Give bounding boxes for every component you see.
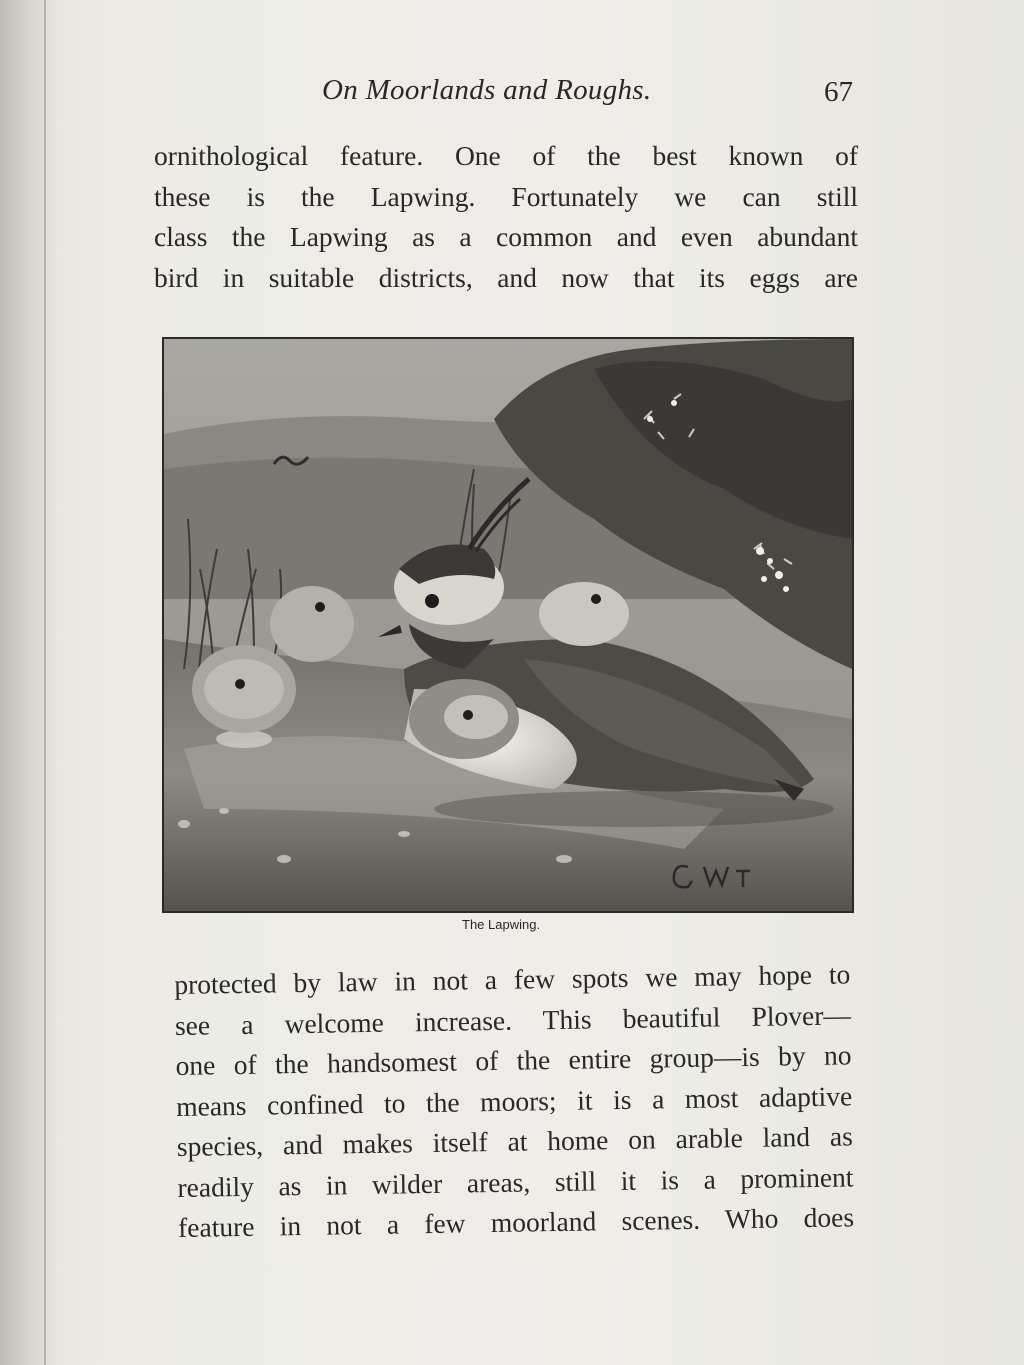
text-line: ornithological feature. One of the best known of	[154, 140, 858, 171]
paragraph-top	[154, 136, 858, 298]
text-line: class the Lapwing as a common and even abundant	[154, 221, 858, 252]
text-line: one of the handsomest of the entire group—is by no	[175, 1039, 852, 1081]
text-line: feature in not a few moorland scenes. Who does	[177, 1201, 855, 1243]
paragraph-bottom	[174, 954, 854, 1248]
text-line: species, and makes itself at home on arable land as	[176, 1120, 854, 1162]
text-line: means confined to the moors; it is a most adaptive	[175, 1079, 853, 1122]
text-line: bird in suitable districts, and now that its eggs are	[154, 261, 858, 293]
text-line: these is the Lapwing. Fortunately we can still	[154, 180, 858, 212]
running-head: On Moorlands and Roughs.	[322, 74, 652, 106]
binding-edge	[44, 0, 46, 1365]
illustration-caption: The Lapwing.	[462, 917, 541, 932]
text-line: readily as in wilder areas, still it is a prominent	[177, 1160, 854, 1203]
lapwing-illustration	[162, 337, 854, 913]
text-line: protected by law in not a few spots we may hope to	[174, 958, 851, 1000]
book-gutter	[0, 0, 58, 1365]
text-line: see a welcome increase. This beautiful Plover—	[174, 998, 852, 1041]
page-number: 67	[824, 76, 853, 108]
